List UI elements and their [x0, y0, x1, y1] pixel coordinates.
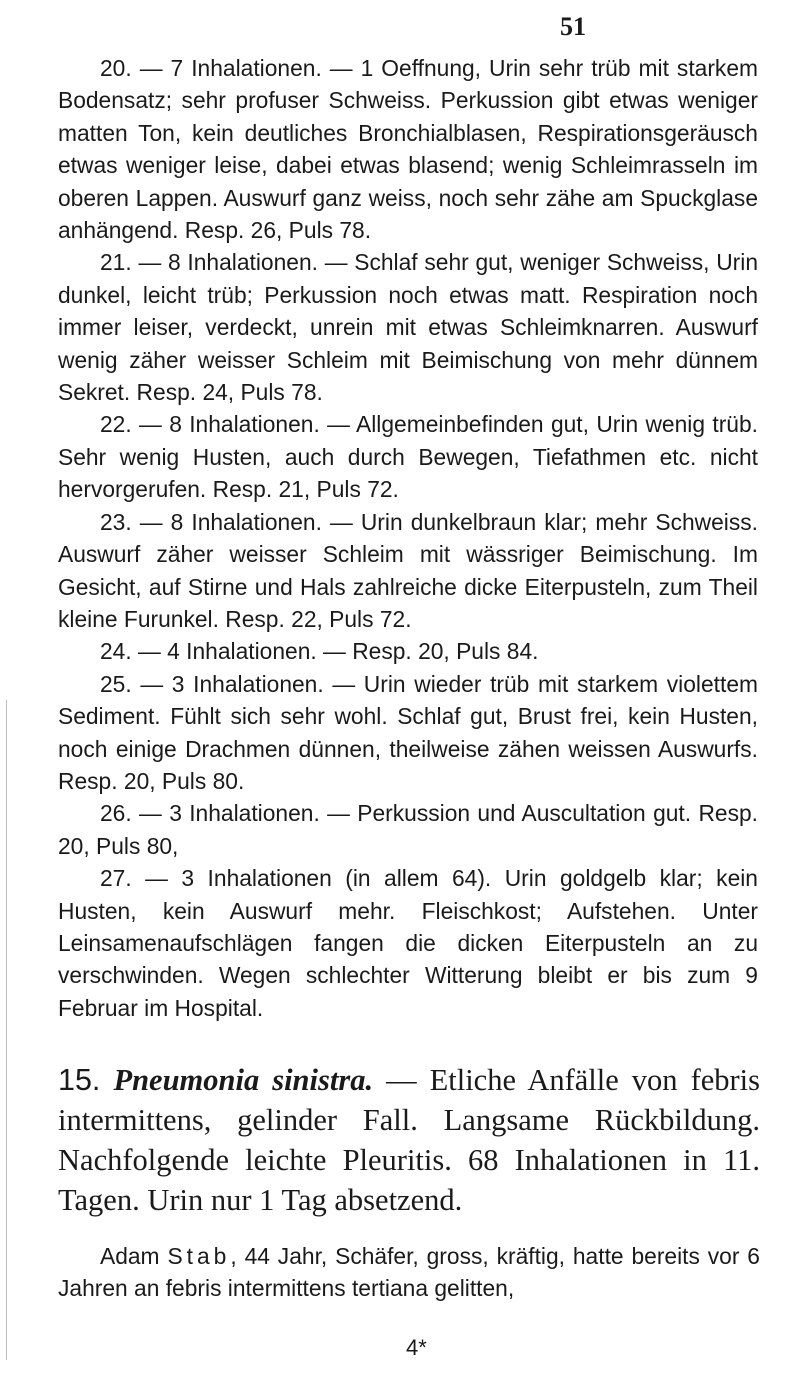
section-summary: — Etliche Anfälle von febris intermittens, gelinder Fall. Langsame Rückbildung. Nachfolgende leichte Pleuritis. 68 Inhalationen in 11. Tagen. Urin nur 1 Tag absetzend.: [58, 1063, 761, 1217]
entry-23: 23. — 8 Inhalationen. — Urin dunkelbraun klar; mehr Schweiss. Auswurf zäher weisser Schleim mit wässriger Beimischung. Im Gesicht, auf Stirne und Hals zahlreiche dicke Eiterpusteln, zum Theil kleine Furunkel. Resp. 22, Puls 72.: [58, 508, 758, 632]
page-number: 51: [560, 12, 586, 41]
patient-first-name: Adam: [100, 1243, 160, 1269]
sheet-signature: 4*: [406, 1335, 427, 1360]
patient-last-name: Stab: [167, 1243, 231, 1269]
entry-22: 22. — 8 Inhalationen. — Allgemeinbefinden gut, Urin wenig trüb. Sehr wenig Husten, auch durch Bewegen, Tiefathmen etc. nicht hervorgerufen. Resp. 21, Puls 72.: [58, 411, 758, 503]
entry-20: 20. — 7 Inhalationen. — 1 Oeffnung, Urin sehr trüb mit starkem Bodensatz; sehr profuser Schweiss. Perkussion gibt etwas weniger matten Ton, kein deutliches Bronchialblasen, Respirationsgeräusch etwas weniger leise, dabei etwas blasend; wenig Schleimrasseln im oberen Lappen. Auswurf ganz weiss, noch sehr zähe am Spuckglase anhängend. Resp. 26, Puls 78.: [58, 55, 758, 244]
case-intro-text: , 44 Jahr, Schäfer, gross, kräftig, hatte bereits vor 6 Jahren an febris intermittens tertiana gelitten,: [58, 1243, 760, 1302]
section-heading: [58, 1060, 760, 1220]
entry-21: 21. — 8 Inhalationen. — Schlaf sehr gut, weniger Schweiss, Urin dunkel, leicht trüb; Perkussion noch etwas matt. Respiration noch immer leiser, verdeckt, unrein mit etwas Schleimknarren. Auswurf wenig zäher weisser Schleim mit Beimischung von mehr dünnem Sekret. Resp. 24, Puls 78.: [58, 249, 758, 406]
case-log: [58, 52, 758, 1024]
section-latin-title: Pneumonia sinistra.: [113, 1063, 374, 1097]
section-number: 15.: [58, 1063, 101, 1097]
entry-26: 26. — 3 Inhalationen. — Perkussion und Auscultation gut. Resp. 20, Puls 80,: [58, 800, 758, 859]
entry-27: 27. — 3 Inhalationen (in allem 64). Urin goldgelb klar; kein Husten, kein Auswurf mehr. Fleischkost; Aufstehen. Unter Leinsamenaufschlägen fangen die dicken Eiterpusteln an zu verschwinden. Wegen schlechter Witterung bleibt er bis zum 9 Februar im Hospital.: [58, 865, 758, 1021]
entry-25: 25. — 3 Inhalationen. — Urin wieder trüb mit starkem violettem Sediment. Fühlt sich sehr wohl. Schlaf gut, Brust frei, kein Husten, noch einige Drachmen dünnen, theilweise zähen weissen Auswurfs. Resp. 20, Puls 80.: [58, 670, 758, 794]
page-edge-shadow: [6, 700, 7, 1360]
case-intro: [58, 1240, 760, 1305]
entry-24: 24. — 4 Inhalationen. — Resp. 20, Puls 84.: [100, 638, 539, 665]
